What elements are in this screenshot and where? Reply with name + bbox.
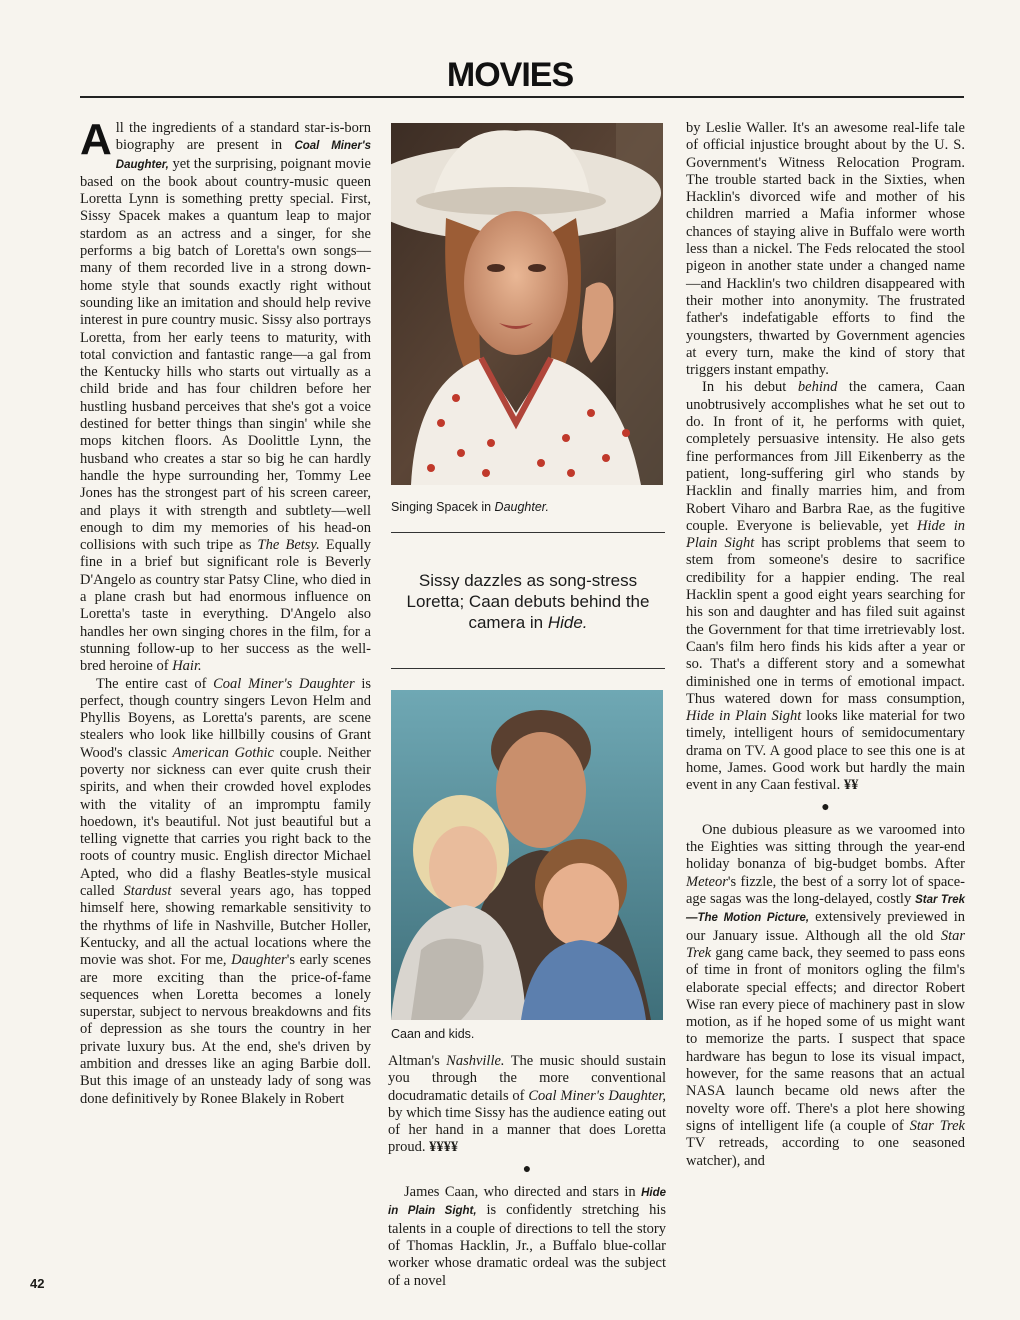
section-bullet: ● bbox=[522, 1161, 532, 1177]
divider bbox=[391, 668, 665, 669]
paragraph: In his debut behind the camera, Caan unobtrusively accomplishes what he set out to do. In front of it, he performs with quiet, completely persuasive intensity. He also gets fine performances from Jill Eikenberry as the patient, long-suffering girl who stands by Hacklin and finally marries him, and from Robert Viharo and Barbra Rae, as the fugitive couple. Everyone is believable, yet Hide in Plain Sight has script problems that seem to stem from someone's desire to sacrifice credibility for a happier ending. The real Hacklin spent a good eight years searching for his son and daughter and has filed suit against the Government for that time irretrievably lost. Caan's film hero finds his kids after a year or so. That's a different story and a somewhat diminished one in terms of emotional impact. Thus watered down for mass consumption, Hide in Plain Sight looks like material for two timely, intelligent hours of semidocumentary drama on TV. A good place to see this one is at home, James. Good work but hardly the main event in any Caan festival. ¥¥ bbox=[686, 379, 966, 794]
film-title: Coal Miner's Daughter bbox=[213, 675, 355, 692]
film-title: Stardust bbox=[123, 883, 172, 900]
film-title: Star Trek bbox=[686, 927, 965, 961]
photo-caption: Caan and kids. bbox=[391, 1027, 475, 1041]
paragraph: All the ingredients of a standard star-is-born biography are present in Coal Miner's Daughter, yet the surprising, poignant movie based on the book about country-music queen Loretta Lynn is something pretty special. First, Sissy Spacek makes a quantum leap to major stardom as an actress and a singer, for she performs a big batch of Loretta's own songs—many of them recorded live in a strong down-home style that sounds exactly right without sounding like an imitation and should help revive interest in pure country music. Sissy also portrays Loretta, from her early teens to maturity, with total conviction and fantastic range—a gal from the Kentucky hills who starts out virtually as a child bride and has four children before her hustling husband perceives that she's got a voice destined for better things than singin' while she mops kitchen floors. As Doolittle Lynn, the husband who creates a star so big he can hardly handle the hype surrounding her, Tommy Lee Jones has the strongest part of his screen career, and plays it with strength and subtlety—well enough to dim my memories of his head-on collisions with such tripe as The Betsy. Equally fine in a brief but significant role is Beverly D'Angelo as country star Patsy Cline, who died in a plane crash but had enormous influence on Loretta's taste in everything. D'Angelo also handles her own singing chores in the film, for a stunning follow-up to her success as the well-bred heroine of Hair. bbox=[80, 115, 371, 675]
film-title: Meteor bbox=[686, 873, 728, 890]
film-title: Nashville. bbox=[446, 1053, 505, 1069]
photo-caption: Singing Spacek in Daughter. bbox=[391, 500, 549, 514]
film-title: The Betsy. bbox=[257, 537, 320, 554]
drop-cap: A bbox=[80, 115, 112, 164]
column-1 bbox=[80, 115, 372, 1108]
paragraph: The entire cast of Coal Miner's Daughter is perfect, though country singers Levon Helm and Phyllis Boyens, as Loretta's parents, are scene stealers who look like hillbilly cousins of Grant Wood's classic American Gothic couple. Neither poverty nor sickness can ever quite crush their spirits, and when their crowded hovel explodes with the vitality of an impromptu family hoedown, it's beautiful. Not just beautiful but a telling vignette that carries you right back to the roots of country music. English director Michael Apted, who did a flashy Beatles-style musical called Stardust several years ago, has topped himself here, showing remarkable sensitivity to the rhythms of life in Nashville, Butcher Holler, Kentucky, and all the actual locations where the movie was shot. For me, Daughter's early scenes are more exciting than the price-of-fame sequences when Loretta becomes a lonely superstar, subject to nervous breakdowns and fits of depression as she tours the country in her private luxury bus. At the end, she's driven by ambition and dresses like an aging Barbie doll. But this image of an unsteady lady of song was done definitively by Ronee Blakely in Robert bbox=[80, 675, 372, 1107]
paragraph: James Caan, who directed and stars in Hide in Plain Sight, is confidently stretching his talents in a couple of directions to tell the story of Thomas Hacklin, Jr., a Buffalo blue-collar worker whose dramatic ordeal was the subject of a novel bbox=[388, 1184, 667, 1289]
page-number: 42 bbox=[30, 1276, 45, 1291]
film-title: Coal Miner's Daughter, bbox=[115, 140, 371, 171]
film-title: Hide in Plain Sight bbox=[686, 708, 802, 725]
section-title: MOVIES bbox=[446, 56, 574, 94]
film-title: Coal Miner's Daughter, bbox=[528, 1087, 666, 1104]
artwork-title: American Gothic bbox=[172, 744, 274, 761]
photo-spacek-image bbox=[391, 123, 663, 485]
film-title: Star Trek bbox=[909, 1117, 965, 1134]
rating: ¥¥¥¥ bbox=[429, 1139, 459, 1156]
section-bullet: ● bbox=[821, 799, 830, 815]
film-title: Hide in Plain Sight, bbox=[388, 1187, 666, 1218]
header-rule bbox=[80, 96, 964, 98]
paragraph: One dubious pleasure as we varoomed into the Eighties was sitting through the year-end holiday bonanza of big-budget bombs. After Meteor's fizzle, the best of a sorry lot of space-age sagas was the long-delayed, costly Star Trek—The Motion Picture, extensively previewed in our January issue. Although all the old Star Trek gang came back, they seemed to pass eons of time in front of monitors ogling the film's elaborate special effects; and director Robert Wise ran every piece of machinery past in slow motion, as if he hoped some of us might want to memorize the parts. I suspect that space hardware has begun to lose its visual impact, however, for the same reasons that an actual NASA launch became old news after the novelty wore off. There's a plot here showing signs of intelligent life (a couple of Star Trek TV retreads, according to one seasoned watcher), and bbox=[686, 821, 966, 1169]
film-title: Hair. bbox=[172, 658, 202, 675]
column-3 bbox=[686, 120, 965, 1170]
rating: ¥¥ bbox=[843, 777, 859, 794]
photo-spacek bbox=[391, 123, 663, 485]
pull-quote: Sissy dazzles as song-stress Loretta; Caan debuts behind the camera in Hide. bbox=[406, 571, 650, 632]
paragraph: Altman's Nashville. The music should sustain you through the more conventional docudramatic details of Coal Miner's Daughter, by which time Sissy has the audience eating out of her hand in a manner that does Loretta proud. ¥¥¥¥ bbox=[388, 1053, 667, 1156]
photo-caan-image bbox=[391, 690, 663, 1020]
photo-caan bbox=[391, 690, 663, 1020]
column-2 bbox=[388, 1053, 666, 1290]
divider bbox=[391, 532, 665, 533]
paragraph: by Leslie Waller. It's an awesome real-life tale of official injustice brought about by the U. S. Government's Witness Relocation Program. The trouble started back in the Sixties, when Hacklin's divorced wife and mother of his children married a Mafia informer whose chances of staying alive in Buffalo were worth less than a nickel. The Feds relocated the stool pigeon in another state under a changed name—and Hacklin's two children disappeared with their mother into anonymity. The frustrated father's indefatigable efforts to find the youngsters, thwarted by Government agencies at every turn, make the kind of story that triggers instant empathy. bbox=[686, 120, 965, 379]
film-title: Hide in Plain Sight bbox=[686, 517, 965, 552]
film-title: Daughter bbox=[231, 952, 287, 969]
film-title: Star Trek—The Motion Picture, bbox=[686, 894, 965, 925]
